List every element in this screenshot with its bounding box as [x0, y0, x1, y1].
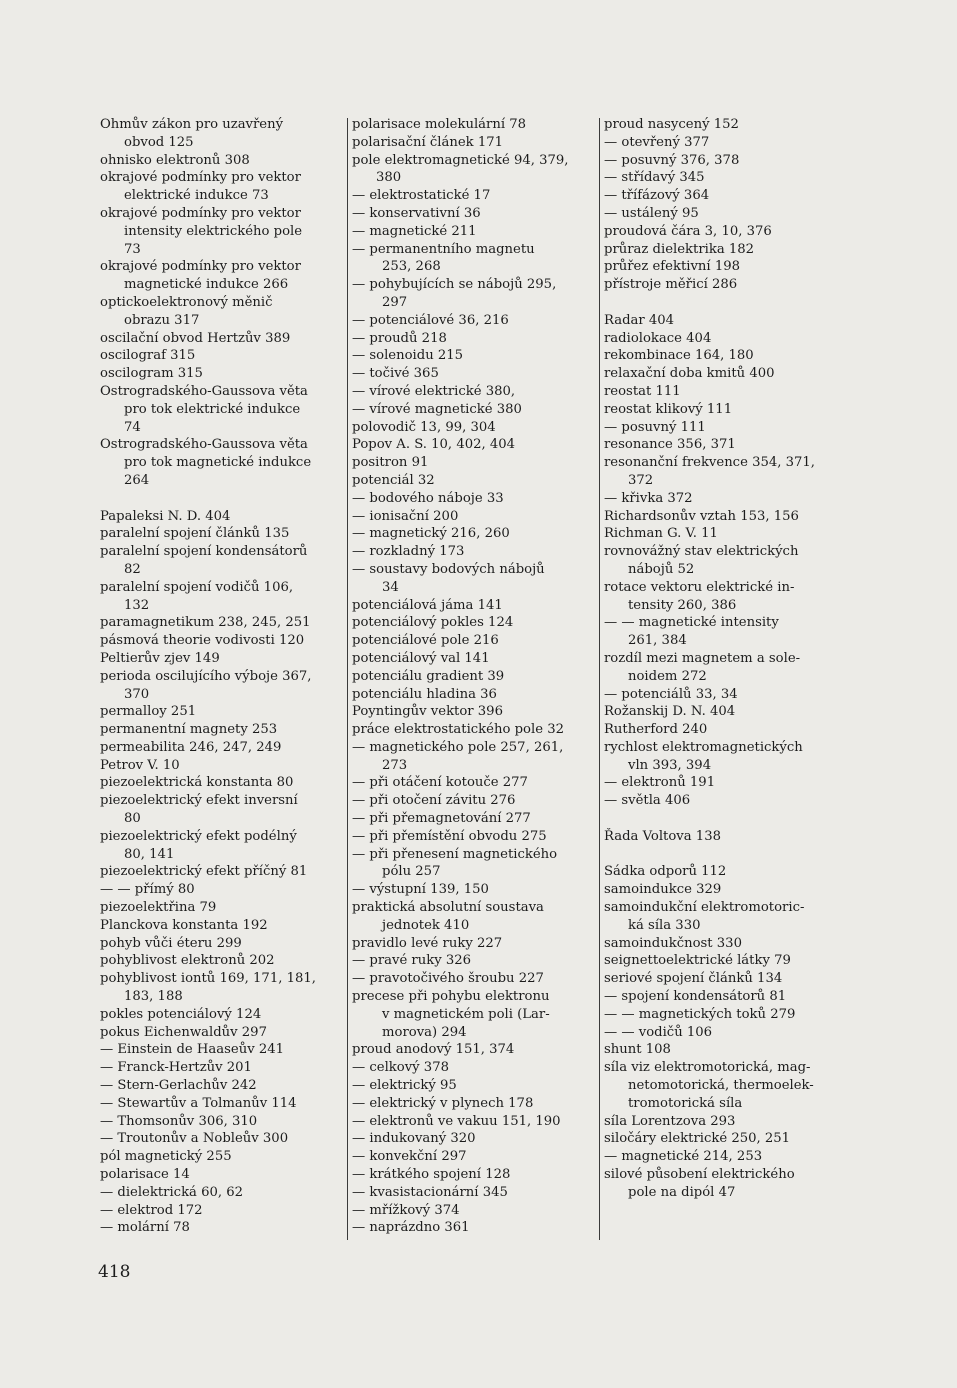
index-entry: oscilační obvod Hertzův 389 [100, 330, 291, 346]
index-entry: oscilogram 315 [100, 366, 203, 382]
index-entry: piezoelektrický efekt podélný [100, 828, 297, 844]
index-column-3 [604, 116, 844, 1202]
index-entry: — celkový 378 [352, 1060, 449, 1076]
index-entry: průřez efektivní 198 [604, 259, 741, 275]
index-entry: oscilograf 315 [100, 348, 196, 364]
index-entry: tensity 260, 386 [628, 597, 737, 613]
index-entry: proudová čára 3, 10, 376 [604, 223, 772, 239]
index-entry: okrajové podmínky pro vektor [100, 205, 301, 221]
index-entry: — — přímý 80 [100, 882, 195, 898]
index-entry: polarisace molekulární 78 [352, 117, 527, 132]
index-entry: — při přemístění obvodu 275 [352, 828, 547, 844]
index-entry: — střídavý 345 [604, 170, 705, 186]
index-entry: ká síla 330 [628, 917, 701, 933]
index-entry: — při přemagnetování 277 [352, 811, 531, 827]
index-entry: Radar 404 [604, 312, 675, 328]
index-entry: Řada Voltova 138 [604, 828, 721, 844]
index-entry: — Einstein de Haaseův 241 [100, 1042, 285, 1058]
section-gap [100, 490, 343, 508]
index-entry: polarisace 14 [100, 1167, 190, 1183]
index-entry: — — magnetických toků 279 [604, 1006, 796, 1022]
index-entry: intensity elektrického pole [124, 223, 303, 239]
index-entry: — magnetické 211 [352, 223, 477, 239]
index-entry: Popov A. S. 10, 402, 404 [352, 437, 516, 453]
index-entry: rovnovážný stav elektrických [604, 544, 799, 560]
index-entry: — elektrod 172 [100, 1202, 203, 1218]
index-entry: Peltierův zjev 149 [100, 650, 220, 666]
index-entry: perioda oscilujícího výboje 367, [100, 668, 312, 684]
index-entry: 80, 141 [124, 846, 175, 862]
section-gap [604, 846, 844, 864]
index-entry: rychlost elektromagnetických [604, 739, 803, 755]
index-entry: — křivka 372 [604, 490, 693, 506]
index-entry: — Franck-Hertzův 201 [100, 1060, 252, 1076]
index-entry: Papaleksi N. D. 404 [100, 508, 231, 524]
index-entry: — rozkladný 173 [352, 544, 465, 560]
index-entry: rekombinace 164, 180 [604, 348, 754, 364]
index-entry: — posuvný 111 [604, 419, 706, 435]
index-entry: — Thomsonův 306, 310 [100, 1113, 258, 1129]
index-entry: morova) 294 [382, 1024, 467, 1040]
index-entry: samoindukce 329 [604, 882, 722, 898]
index-entry: — mřížkový 374 [352, 1202, 460, 1218]
index-entry: — potenciálů 33, 34 [604, 686, 738, 702]
index-entry: 380 [376, 170, 402, 186]
index-entry: 73 [124, 241, 141, 257]
index-entry: polovodič 13, 99, 304 [352, 419, 496, 435]
index-entry: síla Lorentzova 293 [604, 1113, 736, 1129]
index-entry: — solenoidu 215 [352, 348, 464, 364]
section-gap [604, 294, 844, 312]
index-entry: magnetické indukce 266 [124, 277, 289, 293]
index-entry: — — vodičů 106 [604, 1024, 713, 1040]
index-entry: 183, 188 [124, 989, 183, 1005]
index-entry: pohyb vůči éteru 299 [100, 935, 242, 951]
index-entry: optickoelektronový měnič [100, 294, 273, 310]
index-entry: — magnetický 216, 260 [352, 526, 510, 542]
index-entry: 273 [382, 757, 408, 773]
index-entry: — Stern-Gerlachův 242 [100, 1078, 257, 1094]
index-entry: radiolokace 404 [604, 330, 712, 346]
index-entry: paralelní spojení článků 135 [100, 526, 290, 542]
index-entry: — při přenesení magnetického [352, 846, 558, 862]
index-column-1 [100, 116, 343, 1237]
index-entry: pokles potenciálový 124 [100, 1006, 262, 1022]
index-entry: — světla 406 [604, 793, 691, 809]
index-entry: Richman G. V. 11 [604, 526, 718, 542]
index-entry: 297 [382, 294, 408, 310]
index-entry: ohnisko elektronů 308 [100, 152, 250, 168]
index-entry: siločáry elektrické 250, 251 [604, 1131, 791, 1147]
index-entry: reostat 111 [604, 383, 681, 399]
index-entry: potenciálová jáma 141 [352, 597, 503, 613]
index-entry: nábojů 52 [628, 561, 695, 577]
index-entry: noidem 272 [628, 668, 707, 684]
index-entry: silové působení elektrického [604, 1167, 795, 1183]
index-entry: — ustálený 95 [604, 205, 699, 221]
index-entry: piezoelektrická konstanta 80 [100, 775, 294, 791]
index-entry: — při otáčení kotouče 277 [352, 775, 528, 791]
index-entry: — točivé 365 [352, 366, 439, 382]
index-entry: 80 [124, 811, 141, 827]
index-entry: samoindukčnost 330 [604, 935, 742, 951]
index-entry: obrazu 317 [124, 312, 200, 328]
index-entry: proud anodový 151, 374 [352, 1042, 515, 1058]
index-column-2 [352, 116, 596, 1237]
index-entry: potenciálové pole 216 [352, 633, 499, 649]
index-entry: — spojení kondensátorů 81 [604, 989, 787, 1005]
index-entry: jednotek 410 [382, 917, 470, 933]
index-entry: positron 91 [352, 455, 429, 471]
index-entry: potenciálu hladina 36 [352, 686, 497, 702]
index-entry: — třífázový 364 [604, 188, 710, 204]
index-entry: 370 [124, 686, 150, 702]
index-entry: — krátkého spojení 128 [352, 1167, 511, 1183]
index-entry: vln 393, 394 [628, 757, 712, 773]
index-entry: resonanční frekvence 354, 371, [604, 455, 815, 471]
index-entry: — Troutonův a Nobleův 300 [100, 1131, 289, 1147]
index-entry: — elektrický v plynech 178 [352, 1095, 534, 1111]
index-entry: pole na dipól 47 [628, 1184, 736, 1200]
index-entry: okrajové podmínky pro vektor [100, 259, 301, 275]
index-entry: Planckova konstanta 192 [100, 917, 268, 933]
index-entry: permeabilita 246, 247, 249 [100, 739, 282, 755]
index-entry: pohyblivost iontů 169, 171, 181, [100, 971, 316, 987]
index-entry: — vírové magnetické 380 [352, 401, 522, 417]
index-entry: piezoelektrický efekt příčný 81 [100, 864, 308, 880]
index-entry: potenciálový val 141 [352, 650, 490, 666]
index-entry: netomotorická, thermoelek- [628, 1078, 814, 1094]
index-entry: — elektronů ve vakuu 151, 190 [352, 1113, 561, 1129]
index-entry: Ostrogradského-Gaussova věta [100, 383, 308, 399]
index-entry: samoindukční elektromotoric- [604, 900, 805, 916]
index-entry: — konvekční 297 [352, 1149, 467, 1165]
index-entry: pravidlo levé ruky 227 [352, 935, 503, 951]
index-entry: seriové spojení článků 134 [604, 971, 783, 987]
index-entry: 372 [628, 472, 654, 488]
index-entry: piezoelektřina 79 [100, 900, 217, 916]
index-entry: pohyblivost elektronů 202 [100, 953, 275, 969]
index-entry: pól magnetický 255 [100, 1149, 232, 1165]
index-entry: — indukovaný 320 [352, 1131, 476, 1147]
index-entry: potenciál 32 [352, 472, 435, 488]
index-entry: Ostrogradského-Gaussova věta [100, 437, 308, 453]
index-entry: — permanentního magnetu [352, 241, 535, 257]
index-entry: — při otočení závitu 276 [352, 793, 516, 809]
index-entry: precese při pohybu elektronu [352, 989, 550, 1005]
column-divider-1 [347, 118, 348, 1240]
index-entry: — konservativní 36 [352, 205, 481, 221]
index-entry: 264 [124, 472, 150, 488]
index-entry: — naprázdno 361 [352, 1220, 470, 1236]
index-entry: okrajové podmínky pro vektor [100, 170, 301, 186]
index-entry: pole elektromagnetické 94, 379, [352, 152, 569, 168]
index-entry: shunt 108 [604, 1042, 671, 1058]
index-entry: permalloy 251 [100, 704, 197, 720]
index-entry: 34 [382, 579, 399, 595]
index-entry: — molární 78 [100, 1220, 190, 1236]
index-entry: Rutherford 240 [604, 722, 708, 738]
index-entry: 253, 268 [382, 259, 441, 275]
index-entry: Richardsonův vztah 153, 156 [604, 508, 799, 524]
index-entry: — elektrický 95 [352, 1078, 457, 1094]
index-entry: přístroje měřicí 286 [604, 277, 738, 293]
index-entry: — proudů 218 [352, 330, 447, 346]
index-entry: — pravotočivého šroubu 227 [352, 971, 544, 987]
index-entry: pólu 257 [382, 864, 441, 880]
index-entry: paramagnetikum 238, 245, 251 [100, 615, 311, 631]
index-entry: reostat klikový 111 [604, 401, 733, 417]
index-entry: Ohmův zákon pro uzavřený [100, 117, 284, 132]
index-entry: paralelní spojení vodičů 106, [100, 579, 294, 595]
index-entry: praktická absolutní soustava [352, 900, 544, 916]
index-entry: — potenciálové 36, 216 [352, 312, 509, 328]
index-entry: potenciálu gradient 39 [352, 668, 505, 684]
index-entry: pro tok magnetické indukce [124, 455, 312, 471]
index-entry: 132 [124, 597, 150, 613]
index-entry: rozdíl mezi magnetem a sole- [604, 650, 801, 666]
index-entry: průraz dielektrika 182 [604, 241, 755, 257]
index-entry: — kvasistacionární 345 [352, 1184, 508, 1200]
index-entry: elektrické indukce 73 [124, 188, 269, 204]
section-gap [604, 810, 844, 828]
index-entry: potenciálový pokles 124 [352, 615, 514, 631]
index-entry: síla viz elektromotorická, mag- [604, 1060, 811, 1076]
index-entry: — pohybujících se nábojů 295, [352, 277, 557, 293]
index-entry: pro tok elektrické indukce [124, 401, 301, 417]
index-entry: proud nasycený 152 [604, 117, 739, 132]
index-entry: — elektrostatické 17 [352, 188, 491, 204]
column-divider-2 [599, 118, 600, 1240]
page-number: 418 [98, 1262, 131, 1282]
index-entry: Sádka odporů 112 [604, 864, 727, 880]
index-entry: — výstupní 139, 150 [352, 882, 489, 898]
index-entry: — magnetické 214, 253 [604, 1149, 763, 1165]
index-entry: 82 [124, 561, 141, 577]
index-entry: polarisační článek 171 [352, 134, 504, 150]
index-entry: v magnetickém poli (Lar- [382, 1006, 550, 1022]
index-entry: resonance 356, 371 [604, 437, 736, 453]
index-entry: — bodového náboje 33 [352, 490, 504, 506]
index-entry: — dielektrická 60, 62 [100, 1184, 244, 1200]
index-entry: — vírové elektrické 380, [352, 383, 516, 399]
index-entry: — ionisační 200 [352, 508, 459, 524]
index-entry: Petrov V. 10 [100, 757, 180, 773]
index-entry: 261, 384 [628, 633, 687, 649]
index-entry: — Stewartův a Tolmanův 114 [100, 1095, 297, 1111]
index-entry: pokus Eichenwaldův 297 [100, 1024, 267, 1040]
index-entry: Rožanskij D. N. 404 [604, 704, 736, 720]
index-entry: — — magnetické intensity [604, 615, 779, 631]
index-entry: — pravé ruky 326 [352, 953, 472, 969]
index-entry: tromotorická síla [628, 1095, 743, 1111]
index-entry: obvod 125 [124, 134, 194, 150]
index-entry: rotace vektoru elektrické in- [604, 579, 795, 595]
index-entry: pásmová theorie vodivosti 120 [100, 633, 305, 649]
index-entry: — elektronů 191 [604, 775, 716, 791]
index-entry: piezoelektrický efekt inversní [100, 793, 298, 809]
index-entry: Poyntingův vektor 396 [352, 704, 503, 720]
index-entry: relaxační doba kmitů 400 [604, 366, 775, 382]
index-entry: 74 [124, 419, 141, 435]
index-entry: — posuvný 376, 378 [604, 152, 740, 168]
index-entry: — magnetického pole 257, 261, [352, 739, 564, 755]
index-entry: práce elektrostatického pole 32 [352, 722, 564, 738]
index-entry: seignettoelektrické látky 79 [604, 953, 791, 969]
index-entry: — soustavy bodových nábojů [352, 561, 545, 577]
index-entry: paralelní spojení kondensátorů [100, 544, 308, 560]
index-entry: — otevřený 377 [604, 134, 710, 150]
index-entry: permanentní magnety 253 [100, 722, 278, 738]
